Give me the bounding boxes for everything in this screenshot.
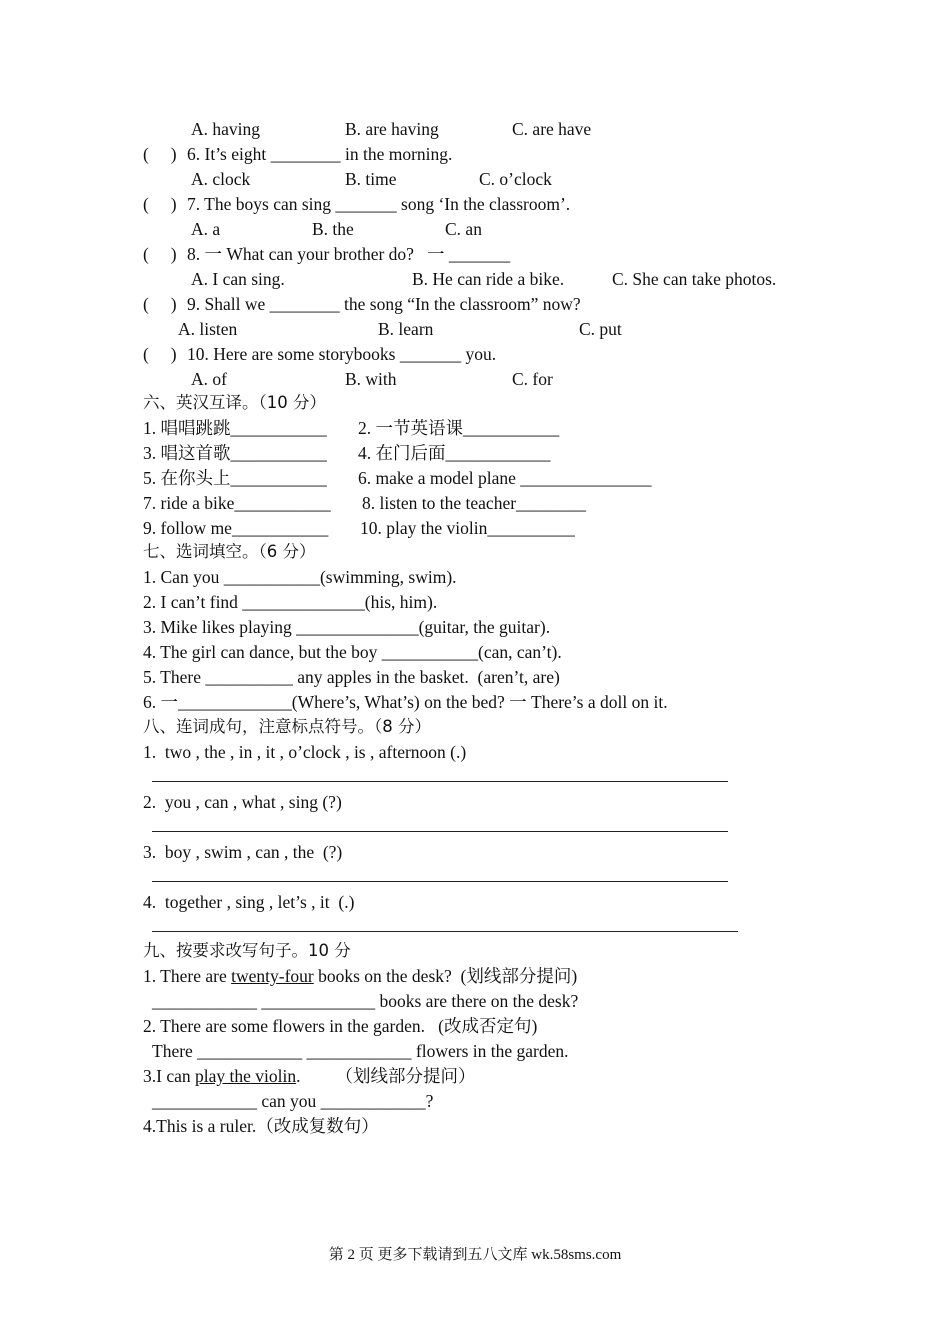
q1-text-post: books on the desk? (划线部分提问) [313,966,578,986]
section-8-item-4: 4. together , sing , let’s , it (.) [143,892,355,912]
section-9-q1-answer: ____________ _____________ books are there on the desk? [152,991,579,1011]
q8-question: 8. 一 What can your brother do? 一 _______ [187,244,511,264]
q6-option-c: C. o’clock [479,169,552,189]
section-8-item-2: 2. you , can , what , sing (?) [143,792,342,812]
section-9-title: 九、按要求改写句子。10 分 [143,941,351,960]
section-8-item-1: 1. two , the , in , it , o’clock , is , afternoon (.) [143,742,467,762]
section-6-item-6: 6. make a model plane _______________ [358,468,652,488]
section-7-item-6: 6. 一_____________(Where’s, What’s) on the bed? 一 There’s a doll on it. [143,692,668,712]
section-6-item-5: 5. 在你头上___________ [143,468,327,488]
section-6-title: 六、英汉互译。（10 分） [143,393,326,412]
q3-text-pre: 3.I can [143,1066,195,1086]
q9-question: 9. Shall we ________ the song “In the classroom” now? [187,294,581,314]
section-7-item-3: 3. Mike likes playing ______________(guitar, the guitar). [143,617,551,637]
page-footer: 第 2 页 更多下载请到五八文库 wk.58sms.com [328,1247,622,1263]
section-9-q3 [143,1065,475,1087]
q6-option-b: B. time [345,169,397,189]
section-6-item-7: 7. ride a bike___________ [143,493,331,513]
q7-option-c: C. an [445,219,482,239]
section-6-item-9: 9. follow me___________ [143,518,329,538]
section-9-q3-answer: ____________ can you ____________? [152,1091,434,1111]
answer-line-4 [152,931,738,932]
answer-line-2 [152,831,728,832]
q8-option-b: B. He can ride a bike. [412,269,565,289]
q9-option-a: A. listen [178,319,238,339]
section-6-item-8: 8. listen to the teacher________ [362,493,587,513]
q10-option-c: C. for [512,369,553,389]
answer-line-1 [152,781,728,782]
q5-option-b: B. are having [345,119,439,139]
section-6-item-4: 4. 在门后面____________ [358,443,551,463]
section-6-item-3: 3. 唱这首歌___________ [143,443,327,463]
section-9-q1 [143,965,577,987]
section-9-q2: 2. There are some flowers in the garden. (改成否定句) [143,1016,538,1036]
q3-underlined-phrase: play the violin [195,1066,297,1086]
q7-answer-bracket: ( ) [143,194,177,214]
q10-answer-bracket: ( ) [143,344,177,364]
q7-question: 7. The boys can sing _______ song ‘In the classroom’. [187,194,571,214]
section-8-item-3: 3. boy , swim , can , the (?) [143,842,343,862]
q10-option-a: A. of [191,369,227,389]
section-6-item-10: 10. play the violin__________ [360,518,575,538]
q9-option-b: B. learn [378,319,434,339]
q8-answer-bracket: ( ) [143,244,177,264]
q7-option-b: B. the [312,219,354,239]
section-7-item-2: 2. I can’t find ______________(his, him). [143,592,438,612]
answer-line-3 [152,881,728,882]
q1-underlined-phrase: twenty-four [231,966,314,986]
section-7-item-1: 1. Can you ___________(swimming, swim). [143,567,457,587]
q9-answer-bracket: ( ) [143,294,177,314]
section-7-item-5: 5. There __________ any apples in the basket. (aren’t, are) [143,667,560,687]
q7-option-a: A. a [191,219,221,239]
section-9-q2-answer: There ____________ ____________ flowers in the garden. [152,1041,569,1061]
q5-option-a: A. having [191,119,261,139]
q6-option-a: A. clock [191,169,251,189]
section-6-item-1: 1. 唱唱跳跳___________ [143,418,327,438]
q8-option-a: A. I can sing. [191,269,285,289]
section-7-title: 七、选词填空。（6 分） [143,542,316,561]
section-6-item-2: 2. 一节英语课___________ [358,418,560,438]
q8-option-c: C. She can take photos. [612,269,777,289]
q3-text-post: . （划线部分提问） [296,1066,476,1086]
section-7-item-4: 4. The girl can dance, but the boy ___________(can, can’t). [143,642,562,662]
q10-question: 10. Here are some storybooks _______ you. [187,344,497,364]
q5-option-c: C. are have [512,119,592,139]
section-8-title: 八、连词成句，注意标点符号。（8 分） [143,717,431,736]
q6-question: 6. It’s eight ________ in the morning. [187,144,453,164]
q6-answer-bracket: ( ) [143,144,177,164]
section-9-q4: 4.This is a ruler.（改成复数句） [143,1116,379,1136]
q9-option-c: C. put [579,319,622,339]
q10-option-b: B. with [345,369,397,389]
q1-text-pre: 1. There are [143,966,232,986]
